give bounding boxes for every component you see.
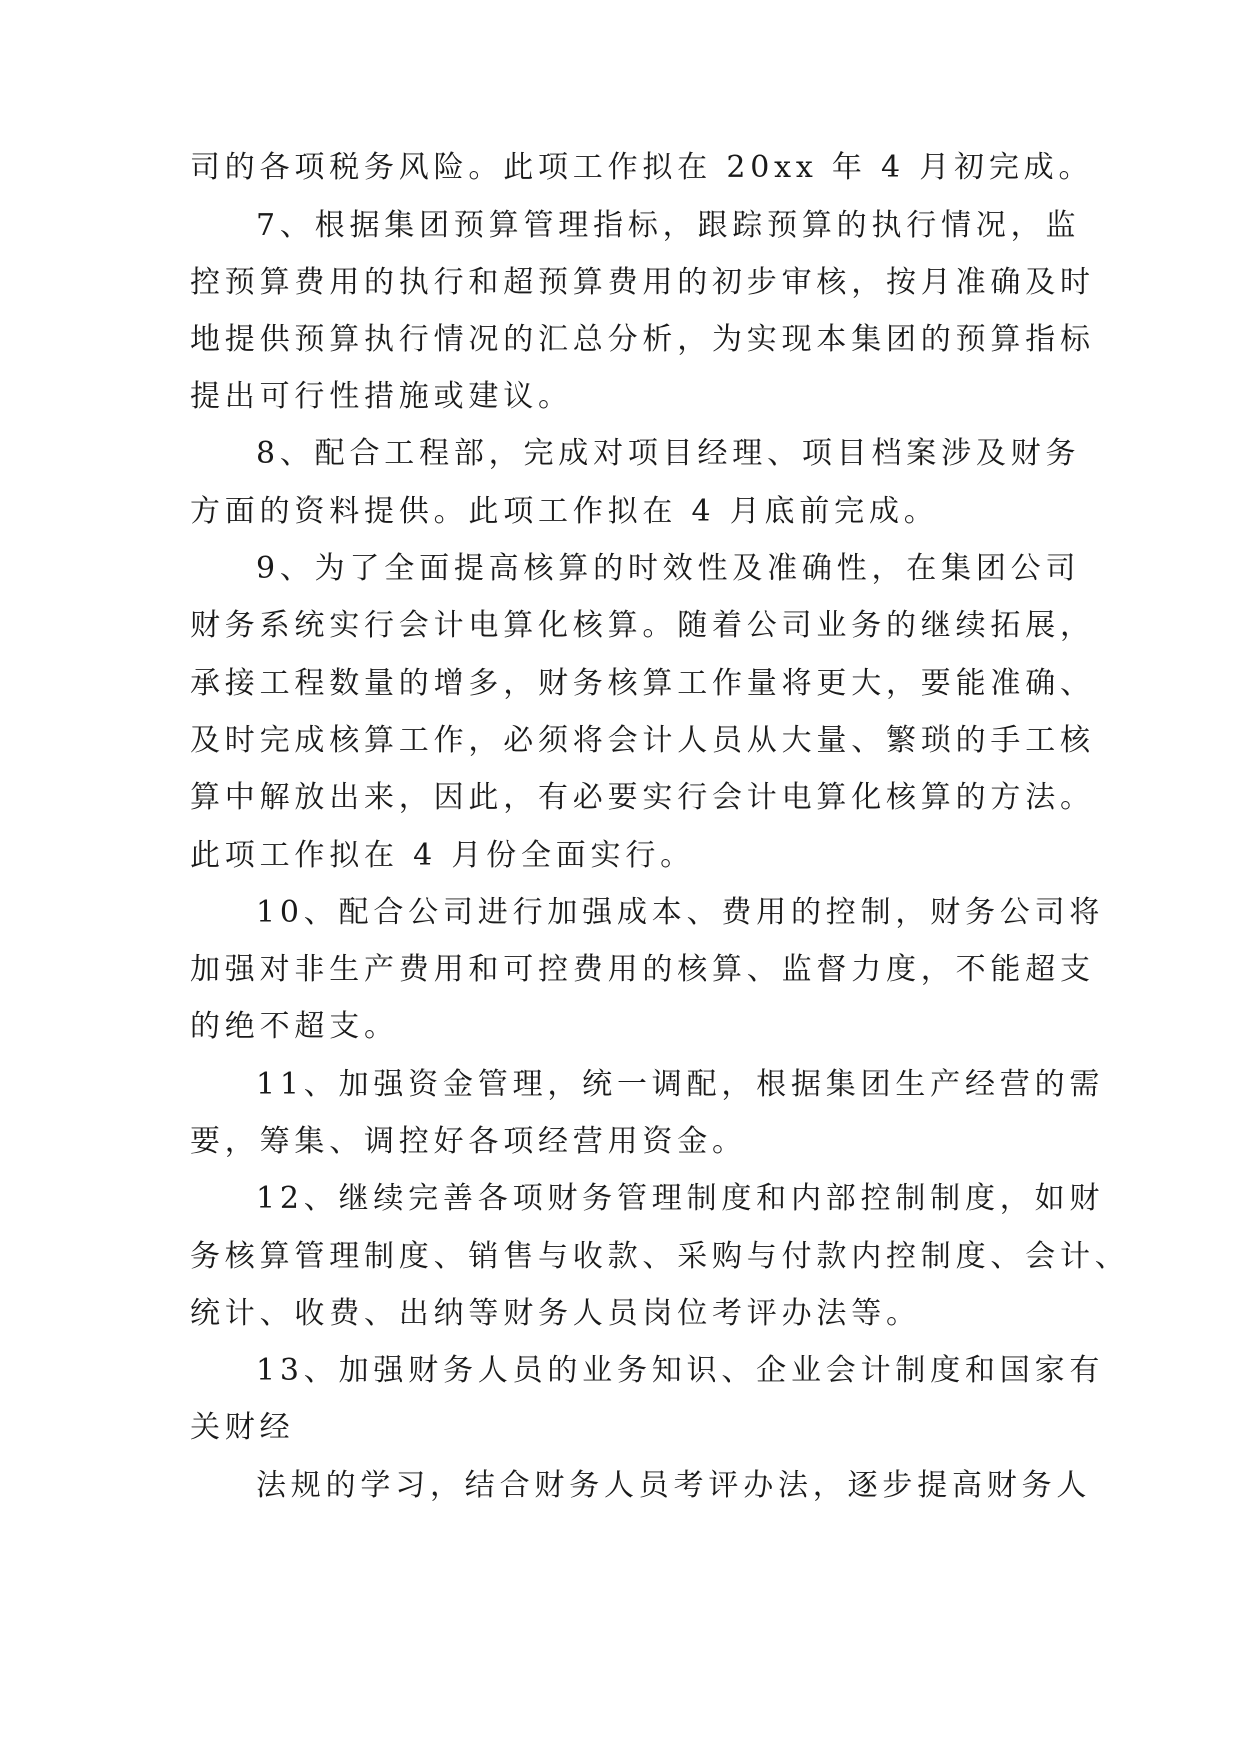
- text-line: 务核算管理制度、销售与收款、采购与付款内控制度、会计、: [190, 1239, 1130, 1274]
- text-line: 及时完成核算工作，必须将会计人员从大量、繁琐的手工核: [190, 723, 1095, 758]
- text-line: 要，筹集、调控好各项经营用资金。: [190, 1124, 747, 1159]
- text-line: 10、配合公司进行加强成本、费用的控制，财务公司将: [256, 895, 1105, 930]
- text-line: 地提供预算执行情况的汇总分析，为实现本集团的预算指标: [190, 322, 1095, 357]
- text-line: 加强对非生产费用和可控费用的核算、监督力度，不能超支: [190, 952, 1095, 987]
- text-line: 财务系统实行会计电算化核算。随着公司业务的继续拓展，: [190, 608, 1095, 643]
- text-line: 控预算费用的执行和超预算费用的初步审核，按月准确及时: [190, 265, 1095, 300]
- text-line: 9、为了全面提高核算的时效性及准确性，在集团公司: [256, 551, 1081, 586]
- text-line: 司的各项税务风险。此项工作拟在 20xx 年 4 月初完成。: [190, 150, 1094, 185]
- text-line: 统计、收费、出纳等财务人员岗位考评办法等。: [190, 1296, 921, 1331]
- text-line: 12、继续完善各项财务管理制度和内部控制制度，如财: [256, 1181, 1105, 1216]
- text-line: 关财经: [190, 1410, 295, 1445]
- text-line: 承接工程数量的增多，财务核算工作量将更大，要能准确、: [190, 666, 1095, 701]
- text-line: 此项工作拟在 4 月份全面实行。: [190, 838, 695, 873]
- text-line: 提出可行性措施或建议。: [190, 379, 573, 414]
- text-line: 11、加强资金管理，统一调配，根据集团生产经营的需: [256, 1067, 1105, 1102]
- text-line: 法规的学习，结合财务人员考评办法，逐步提高财务人: [256, 1468, 1092, 1503]
- text-line: 7、根据集团预算管理指标，跟踪预算的执行情况，监: [256, 208, 1081, 243]
- text-line: 的绝不超支。: [190, 1009, 399, 1044]
- text-line: 方面的资料提供。此项工作拟在 4 月底前完成。: [190, 494, 939, 529]
- text-line: 算中解放出来，因此，有必要实行会计电算化核算的方法。: [190, 780, 1095, 815]
- text-line: 8、配合工程部，完成对项目经理、项目档案涉及财务: [256, 436, 1081, 471]
- text-line: 13、加强财务人员的业务知识、企业会计制度和国家有: [256, 1353, 1105, 1388]
